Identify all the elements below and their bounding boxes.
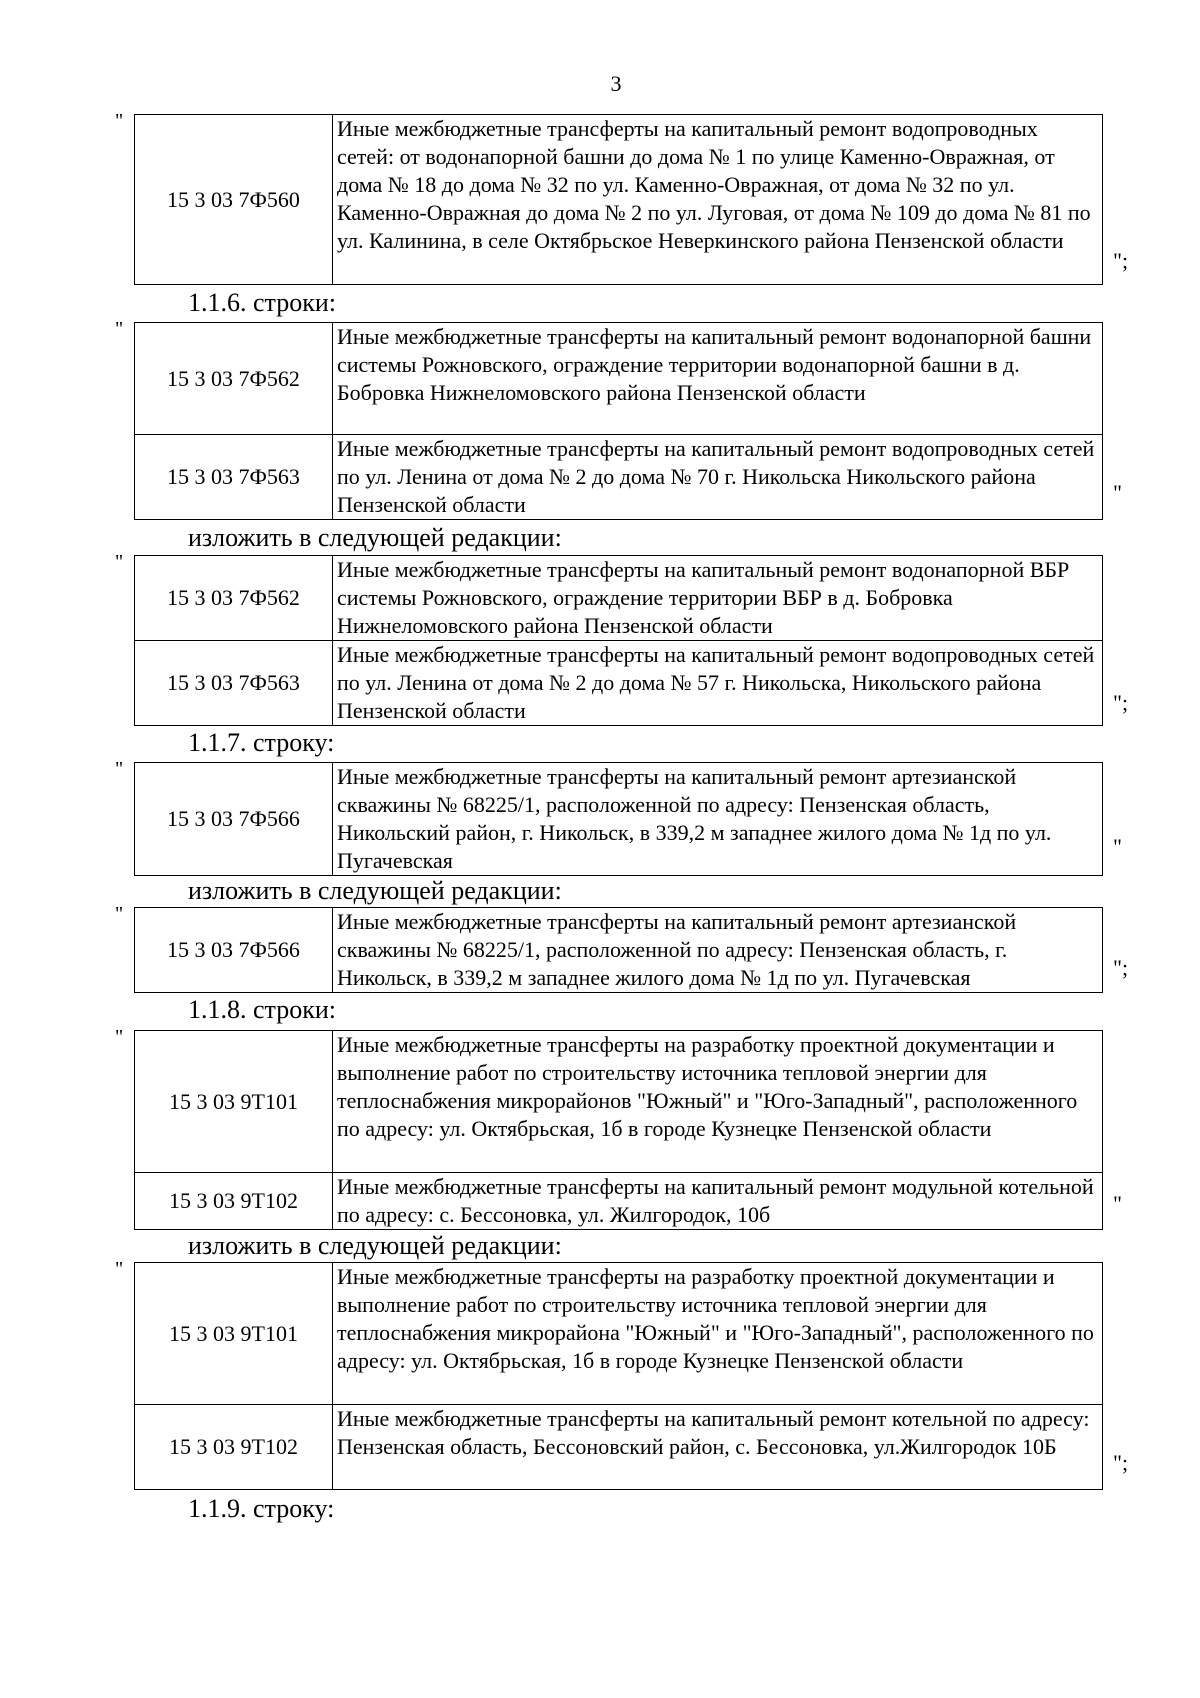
row-description: Иные межбюджетные трансферты на капитальный ремонт водопроводных сетей по ул. Ленина от дома № 2 до дома № 57 г. Никольска, Никольского района Пензенской области — [333, 641, 1103, 726]
section-heading: 1.1.7. строку: — [188, 728, 335, 757]
table-row — [135, 115, 1103, 285]
close-quote: "; — [1113, 690, 1129, 715]
open-quote: " — [115, 1258, 124, 1280]
row-description: Иные межбюджетные трансферты на капитальный ремонт водонапорной башни системы Рожновского, ограждение территории водонапорной башни в д. Бобровка Нижнеломовского района Пензенской области — [333, 323, 1103, 435]
table-row — [135, 1263, 1103, 1405]
budget-code: 15 3 03 9Т101 — [135, 1031, 333, 1173]
close-quote: " — [1113, 834, 1122, 859]
open-quote: " — [115, 758, 124, 780]
budget-table — [134, 907, 1103, 993]
table-row — [135, 908, 1103, 993]
table-row — [135, 1031, 1103, 1173]
page-number: 3 — [610, 71, 622, 96]
budget-code: 15 3 03 9Т102 — [135, 1173, 333, 1230]
row-description: Иные межбюджетные трансферты на капитальный ремонт артезианской скважины № 68225/1, расположенной по адресу: Пензенская область, г. Никольск, в 339,2 м западнее жилого дома № 1д по ул. Пугачевская — [333, 908, 1103, 993]
table-row — [135, 763, 1103, 876]
row-description: Иные межбюджетные трансферты на капитальный ремонт модульной котельной по адресу: с. Бессоновка, ул. Жилгородок, 10б — [333, 1173, 1103, 1230]
final-section-heading: 1.1.9. строку: — [188, 1494, 335, 1523]
open-quote: " — [115, 318, 124, 340]
budget-code: 15 3 03 7Ф562 — [135, 556, 333, 641]
budget-code: 15 3 03 7Ф566 — [135, 908, 333, 993]
close-quote: "; — [1113, 955, 1129, 980]
table-row — [135, 1405, 1103, 1490]
budget-code: 15 3 03 7Ф562 — [135, 323, 333, 435]
row-description: Иные межбюджетные трансферты на капитальный ремонт артезианской скважины № 68225/1, расположенной по адресу: Пензенская область, Никольский район, г. Никольск, в 339,2 м западнее жилого дома № 1д по ул. Пугачевская — [333, 763, 1103, 876]
budget-code: 15 3 03 7Ф563 — [135, 641, 333, 726]
budget-table — [134, 114, 1103, 285]
section-heading: 1.1.6. строки: — [188, 288, 336, 317]
open-quote: " — [115, 110, 124, 132]
open-quote: " — [115, 551, 124, 573]
open-quote: " — [115, 903, 124, 925]
section-heading: изложить в следующей редакции: — [188, 1231, 562, 1260]
row-description: Иные межбюджетные трансферты на капитальный ремонт водопроводных сетей по ул. Ленина от дома № 2 до дома № 70 г. Никольска Никольского района Пензенской области — [333, 435, 1103, 520]
budget-table — [134, 1262, 1103, 1490]
budget-code: 15 3 03 7Ф560 — [135, 115, 333, 285]
close-quote: "; — [1113, 1450, 1129, 1475]
open-quote: " — [115, 1026, 124, 1048]
section-heading: изложить в следующей редакции: — [188, 523, 562, 552]
table-row — [135, 556, 1103, 641]
table-row — [135, 1173, 1103, 1230]
close-quote: " — [1113, 480, 1122, 505]
budget-table — [134, 762, 1103, 876]
table-row — [135, 323, 1103, 435]
table-row — [135, 641, 1103, 726]
budget-table — [134, 322, 1103, 520]
table-row — [135, 435, 1103, 520]
budget-code: 15 3 03 7Ф563 — [135, 435, 333, 520]
close-quote: " — [1113, 1191, 1122, 1216]
row-description: Иные межбюджетные трансферты на разработку проектной документации и выполнение работ по строительству источника тепловой энергии для теплоснабжения микрорайонов "Южный" и "Юго-Западный", расположенного по адресу: ул. Октябрьская, 1б в городе Кузнецке Пензенской области — [333, 1031, 1103, 1173]
budget-code: 15 3 03 9Т101 — [135, 1263, 333, 1405]
row-description: Иные межбюджетные трансферты на разработку проектной документации и выполнение работ по строительству источника тепловой энергии для теплоснабжения микрорайона "Южный" и "Юго-Западный", расположенного по адресу: ул. Октябрьская, 1б в городе Кузнецке Пензенской области — [333, 1263, 1103, 1405]
close-quote: "; — [1113, 248, 1129, 273]
row-description: Иные межбюджетные трансферты на капитальный ремонт котельной по адресу: Пензенская область, Бессоновский район, с. Бессоновка, ул.Жилгородок 10Б — [333, 1405, 1103, 1490]
budget-table — [134, 1030, 1103, 1230]
section-heading: 1.1.8. строки: — [188, 995, 336, 1024]
row-description: Иные межбюджетные трансферты на капитальный ремонт водопроводных сетей: от водонапорной башни до дома № 1 по улице Каменно-Овражная, от дома № 18 до дома № 32 по ул. Каменно-Овражная, от дома № 32 по ул. Каменно-Овражная до дома № 2 по ул. Луговая, от дома № 109 до дома № 81 по ул. Калинина, в селе Октябрьское Неверкинского района Пензенской области — [333, 115, 1103, 285]
section-heading: изложить в следующей редакции: — [188, 876, 562, 905]
budget-table — [134, 555, 1103, 726]
row-description: Иные межбюджетные трансферты на капитальный ремонт водонапорной ВБР системы Рожновского, ограждение территории ВБР в д. Бобровка Нижнеломовского района Пензенской области — [333, 556, 1103, 641]
budget-code: 15 3 03 7Ф566 — [135, 763, 333, 876]
budget-code: 15 3 03 9Т102 — [135, 1405, 333, 1490]
